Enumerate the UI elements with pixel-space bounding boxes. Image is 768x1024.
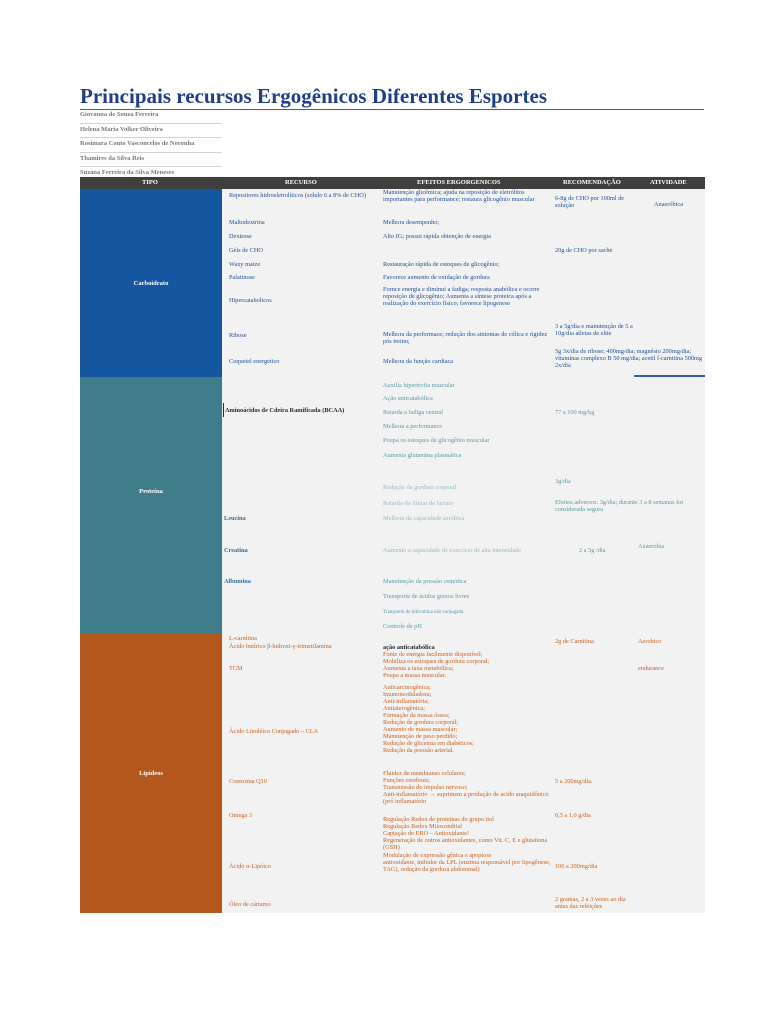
efeito-cell: Funções cerebrais; [383,777,431,784]
efeito-cell: Aumento a capacidade de exercício de alta intensidade [383,547,521,554]
header-efeitos: EFEITOS ERGORGENICOS [417,179,501,186]
efeito-cell: Captação de ERO – Antioxidante! [383,830,470,837]
efeito-cell: Regeneração de outros antioxidantes, como Vit. C, E e glutationa (GSH) [383,837,548,851]
efeito-cell: Transporte de ácidos graxos livres [383,593,470,600]
recomendacao-cell: 3 a 5g/dia e manutenção de 5 a 10g/dia atletas de elite [555,323,633,337]
recurso-cell: Hipercatabolicos [229,297,272,304]
efeito-cell: Anti-inflamatório → suprimem a produção de acido araquidônico (pró inflamatório [383,791,549,805]
header-tipo: TIPO [142,179,158,186]
efeito-cell: Antiaterogênica; [383,705,425,712]
efeito-cell: Regulação Redox Mitocondrial [383,823,463,830]
recurso-cell: Ácido Linoléico Conjugado – CLA [229,728,319,735]
recomendacao-cell: 2g de Carnitina [555,638,594,645]
atividade-cell: Anaeróbica [654,201,684,208]
efeito-cell: Regulação Redox de proteinas do grupo tiol [383,816,494,823]
efeito-cell: Aumenta glutamina plasmática [383,452,462,459]
author-name: Giovanna de Souza Ferreira [80,109,222,124]
section-lipideos [80,633,705,913]
recomendacao-cell: 2 a 5g /dia [579,547,606,554]
efeito-cell: Aumento de massa muscular; [383,726,458,733]
ergogenic-table [80,177,705,913]
recurso-cell: TCM [229,665,243,672]
efeito-cell: Melhora da capacidade aeróbica [383,515,465,522]
recurso-cell: Aminoácidos de Cdeira Ramificada (BCAA) [225,407,345,414]
recomendacao-cell: Efeitos adversos: 3g/dia; durante 3 a 8 semanas foi considerada segura [555,499,684,513]
recurso-cell: Dextrose [229,233,252,240]
header-atividade: ATIVIDADE [650,179,687,186]
recurso-cell: L-carnitina [229,635,257,642]
efeito-cell: Melhora da performace; redução dos sintomas de cólica e rigidez pós treino; [383,331,548,345]
table-header [80,177,705,189]
recomendacao-cell: 6-8g de CHO por 100ml de solução [555,195,625,209]
atividade-cell: Anaerobia [638,543,665,550]
efeito-cell: Alto IG; possui rápida obtenção de energia [383,233,491,240]
recomendacao-cell: 0,5 a 1,0 g/dia [555,812,591,819]
recurso-cell: Waxy maize [229,261,261,268]
recomendacao-cell: 77 a 100 mg/kg [555,409,595,416]
efeito-cell: Transporte de bilirrubina não conjugada [383,610,464,615]
author-name: Helena Maria Volker Oliveira [80,124,222,139]
recomendacao-cell: 20g de CHO por sache [555,247,613,254]
efeito-cell: Formação da massa óssea; [383,712,450,719]
efeito-cell: Redução da gordura corporal [383,484,457,491]
section-carboidrato [80,189,705,377]
author-name: Rosimara Couto Vasconcelos de Noronha [80,138,222,153]
efeito-cell: Redução da pressão arterial. [383,747,454,754]
efeito-cell: Manutenção de peso perdido; [383,733,458,740]
cell-divider [223,403,224,417]
header-recomendacao: RECOMENDAÇÃO [563,179,621,186]
efeito-cell: Fluidez de membranas celulares; [383,770,466,777]
recurso-cell: Géis de CHO [229,247,263,254]
author-name: Suzana Ferreira da Silva Meneses [80,167,222,182]
recurso-cell: Coquetel energetico [229,358,280,365]
tipo-label: Proteína [139,487,163,495]
efeito-cell: Melhora a performance [383,423,443,430]
recurso-cell: Óleo de cártamo [229,901,271,908]
recurso-cell: Ácido butírico β-hidroxi-γ-trimetilamina [229,643,332,650]
recomendacao-cell: 3g/dia [555,478,571,485]
efeito-cell: Mobiliza os estoques de gordura corporal; [383,658,490,665]
efeito-cell: Aumenta a taxa metabólica; [383,665,454,672]
efeito-cell: Anticarcinogênica; [383,684,431,691]
efeito-cell: Transmissão do impulso nervoso; [383,784,468,791]
efeito-cell: Controle de pH [383,623,422,630]
recurso-cell: Omega 3 [229,812,252,819]
efeito-cell: Manutenção glicêmica; ajuda na reposição de eletrólitos importantes para performance; restaura glicogênio muscular [383,189,535,203]
efeito-cell: Poupa a massa muscular. [383,672,446,679]
efeito-cell: Fornce energia e diminui a fadiga; resposta anabólica e ocorre reposição de glicogênio; Aumenta a síntese proteica após a realização do exercício físico; favorece lipogenese [383,286,540,307]
atividade-cell: Aerobico [638,638,662,645]
efeito-cell: Melhora da função cardiaca [383,358,454,365]
recurso-cell: Ácido α-Lipóico [229,863,271,870]
efeito-cell: Redução de gordura corporal; [383,719,459,726]
recurso-cell: Leucina [224,515,246,522]
recomendacao-cell: 5g 3x/dia de ribose; 400mg/dia; magnésio 200mg/dia; vitaminas complexo B 50 mg/dia; acetil l-carnitina 500mg 2x/dia [555,348,703,369]
efeito-cell: ação anticatabólica [383,644,435,651]
recurso-cell: Albumina [224,578,251,585]
recomendacao-cell: 5 a 200mg/dia. [555,778,593,785]
efeito-cell: Modulação de expressão gênica e apoptose [383,852,492,859]
tipo-band-proteina [80,377,222,633]
efeito-cell: Ação anticatabólica [383,395,433,402]
tipo-label: Carboidrato [133,279,169,287]
author-name: Thamires da Silva Reis [80,153,222,168]
document-title: Principais recursos Ergogênicos Diferentes Esportes [80,84,704,110]
efeito-cell: Restauração rápida de estoques de glicogênio; [383,261,500,268]
recurso-cell: Maltodextrina [229,219,265,226]
recurso-cell: Repositores hidroeletrolíticos (solulo 6 a 8% de CHO) [229,192,366,199]
recomendacao-cell: 100 a 200mg/dia [555,863,598,870]
section-proteina [80,377,705,633]
recurso-cell: Coenzima Q10 [229,778,267,785]
tipo-label: Lipídeos [139,769,163,777]
efeito-cell: Poupa os estoques de glicogênio muscular [383,437,490,444]
recomendacao-cell: 2 gramas, 2 a 3 vezes ao dia antes das refeições [555,896,626,910]
efeito-cell: Retardo do limiar de lactato [383,500,454,507]
efeito-cell: Favorece aumento de oxidação de gordura [383,274,490,281]
recurso-cell: Ribose [229,332,247,339]
recurso-cell: Palatinose [229,274,255,281]
efeito-cell: Anti-inflamatória; [383,698,429,705]
authors-list [80,109,222,182]
recurso-cell: Creatina [224,547,248,554]
efeito-cell: Fonte de energia facilmente disponível; [383,651,483,658]
tipo-band-carboidrato [80,189,222,377]
efeito-cell: Retarda a fadiga central [383,409,443,416]
efeito-cell: Auxilia hipertrofia muscular [383,382,455,389]
efeito-cell: Melhora desempenho; [383,219,440,226]
efeito-cell: Manutenção da pressão osmótica [383,578,467,585]
atividade-cell: endurance [638,665,664,672]
efeito-cell: Imunomoduladora; [383,691,432,698]
efeito-cell: antioxidante, inibidor da LPL (enzima responsável por lipogênese, TAG), redução da gordura abdominal) [383,859,551,873]
efeito-cell: Redução de glicemia em diabéticos; [383,740,474,747]
header-recurso: RECURSO [285,179,317,186]
tipo-band-lipideos [80,633,222,913]
